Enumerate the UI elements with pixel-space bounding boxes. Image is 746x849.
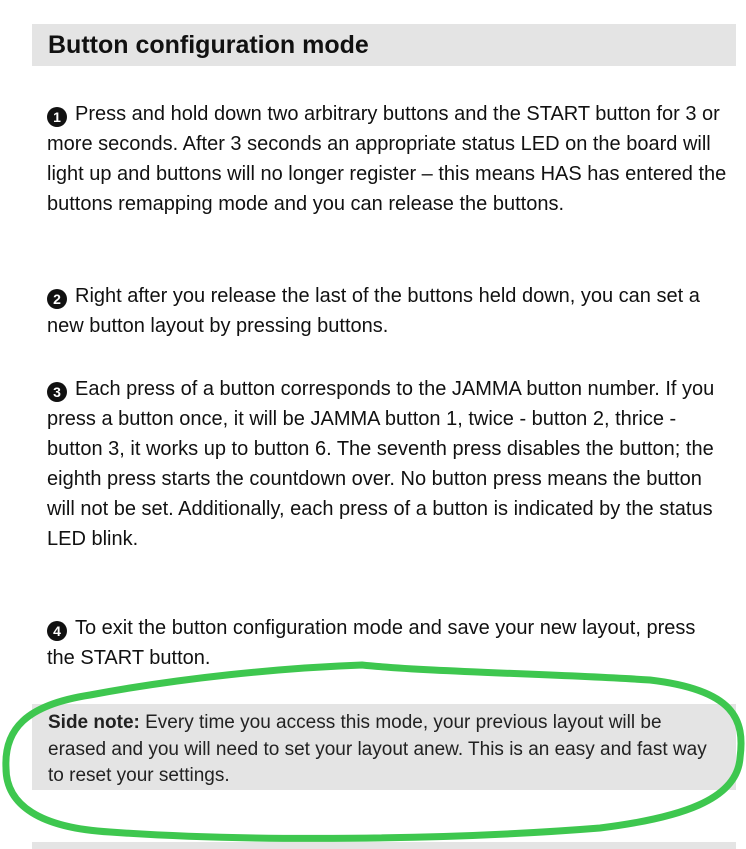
step-2-paragraph	[47, 281, 727, 341]
step-4-text: To exit the button configuration mode and save your new layout, press the START button.	[47, 617, 696, 669]
step-4-paragraph	[47, 613, 727, 669]
step-1-text: Press and hold down two arbitrary buttons and the START button for 3 or more seconds. After 3 seconds an appropriate status LED on the board will light up and buttons will no longer register – this means HAS has entered the buttons remapping mode and you can release the buttons.	[47, 103, 727, 215]
side-note-box	[32, 704, 736, 790]
section-title: Button configuration mode	[48, 30, 369, 59]
side-note-text: Every time you access this mode, your previous layout will be erased and you will need to set your layout anew. This is an easy and fast way to reset your settings.	[48, 712, 707, 786]
section-title-bar	[32, 24, 736, 66]
step-2-text: Right after you release the last of the buttons held down, you can set a new button layout by pressing buttons.	[47, 285, 700, 337]
next-section-bar	[32, 842, 736, 849]
step-4-marker-icon: 4	[47, 621, 67, 641]
step-1-paragraph	[47, 99, 727, 219]
step-3-paragraph	[47, 374, 727, 554]
step-2-marker-icon: 2	[47, 289, 67, 309]
step-3-marker-icon: 3	[47, 382, 67, 402]
step-1-marker-icon: 1	[47, 107, 67, 127]
side-note-label: Side note:	[48, 712, 140, 733]
step-3-text: Each press of a button corresponds to the JAMMA button number. If you press a button once, it will be JAMMA button 1, twice - button 2, thrice - button 3, it works up to button 6. The seventh press disables the button; the eighth press starts the countdown over. No button press means the button will not be set. Additionally, each press of a button is indicated by the status LED blink.	[47, 378, 715, 550]
